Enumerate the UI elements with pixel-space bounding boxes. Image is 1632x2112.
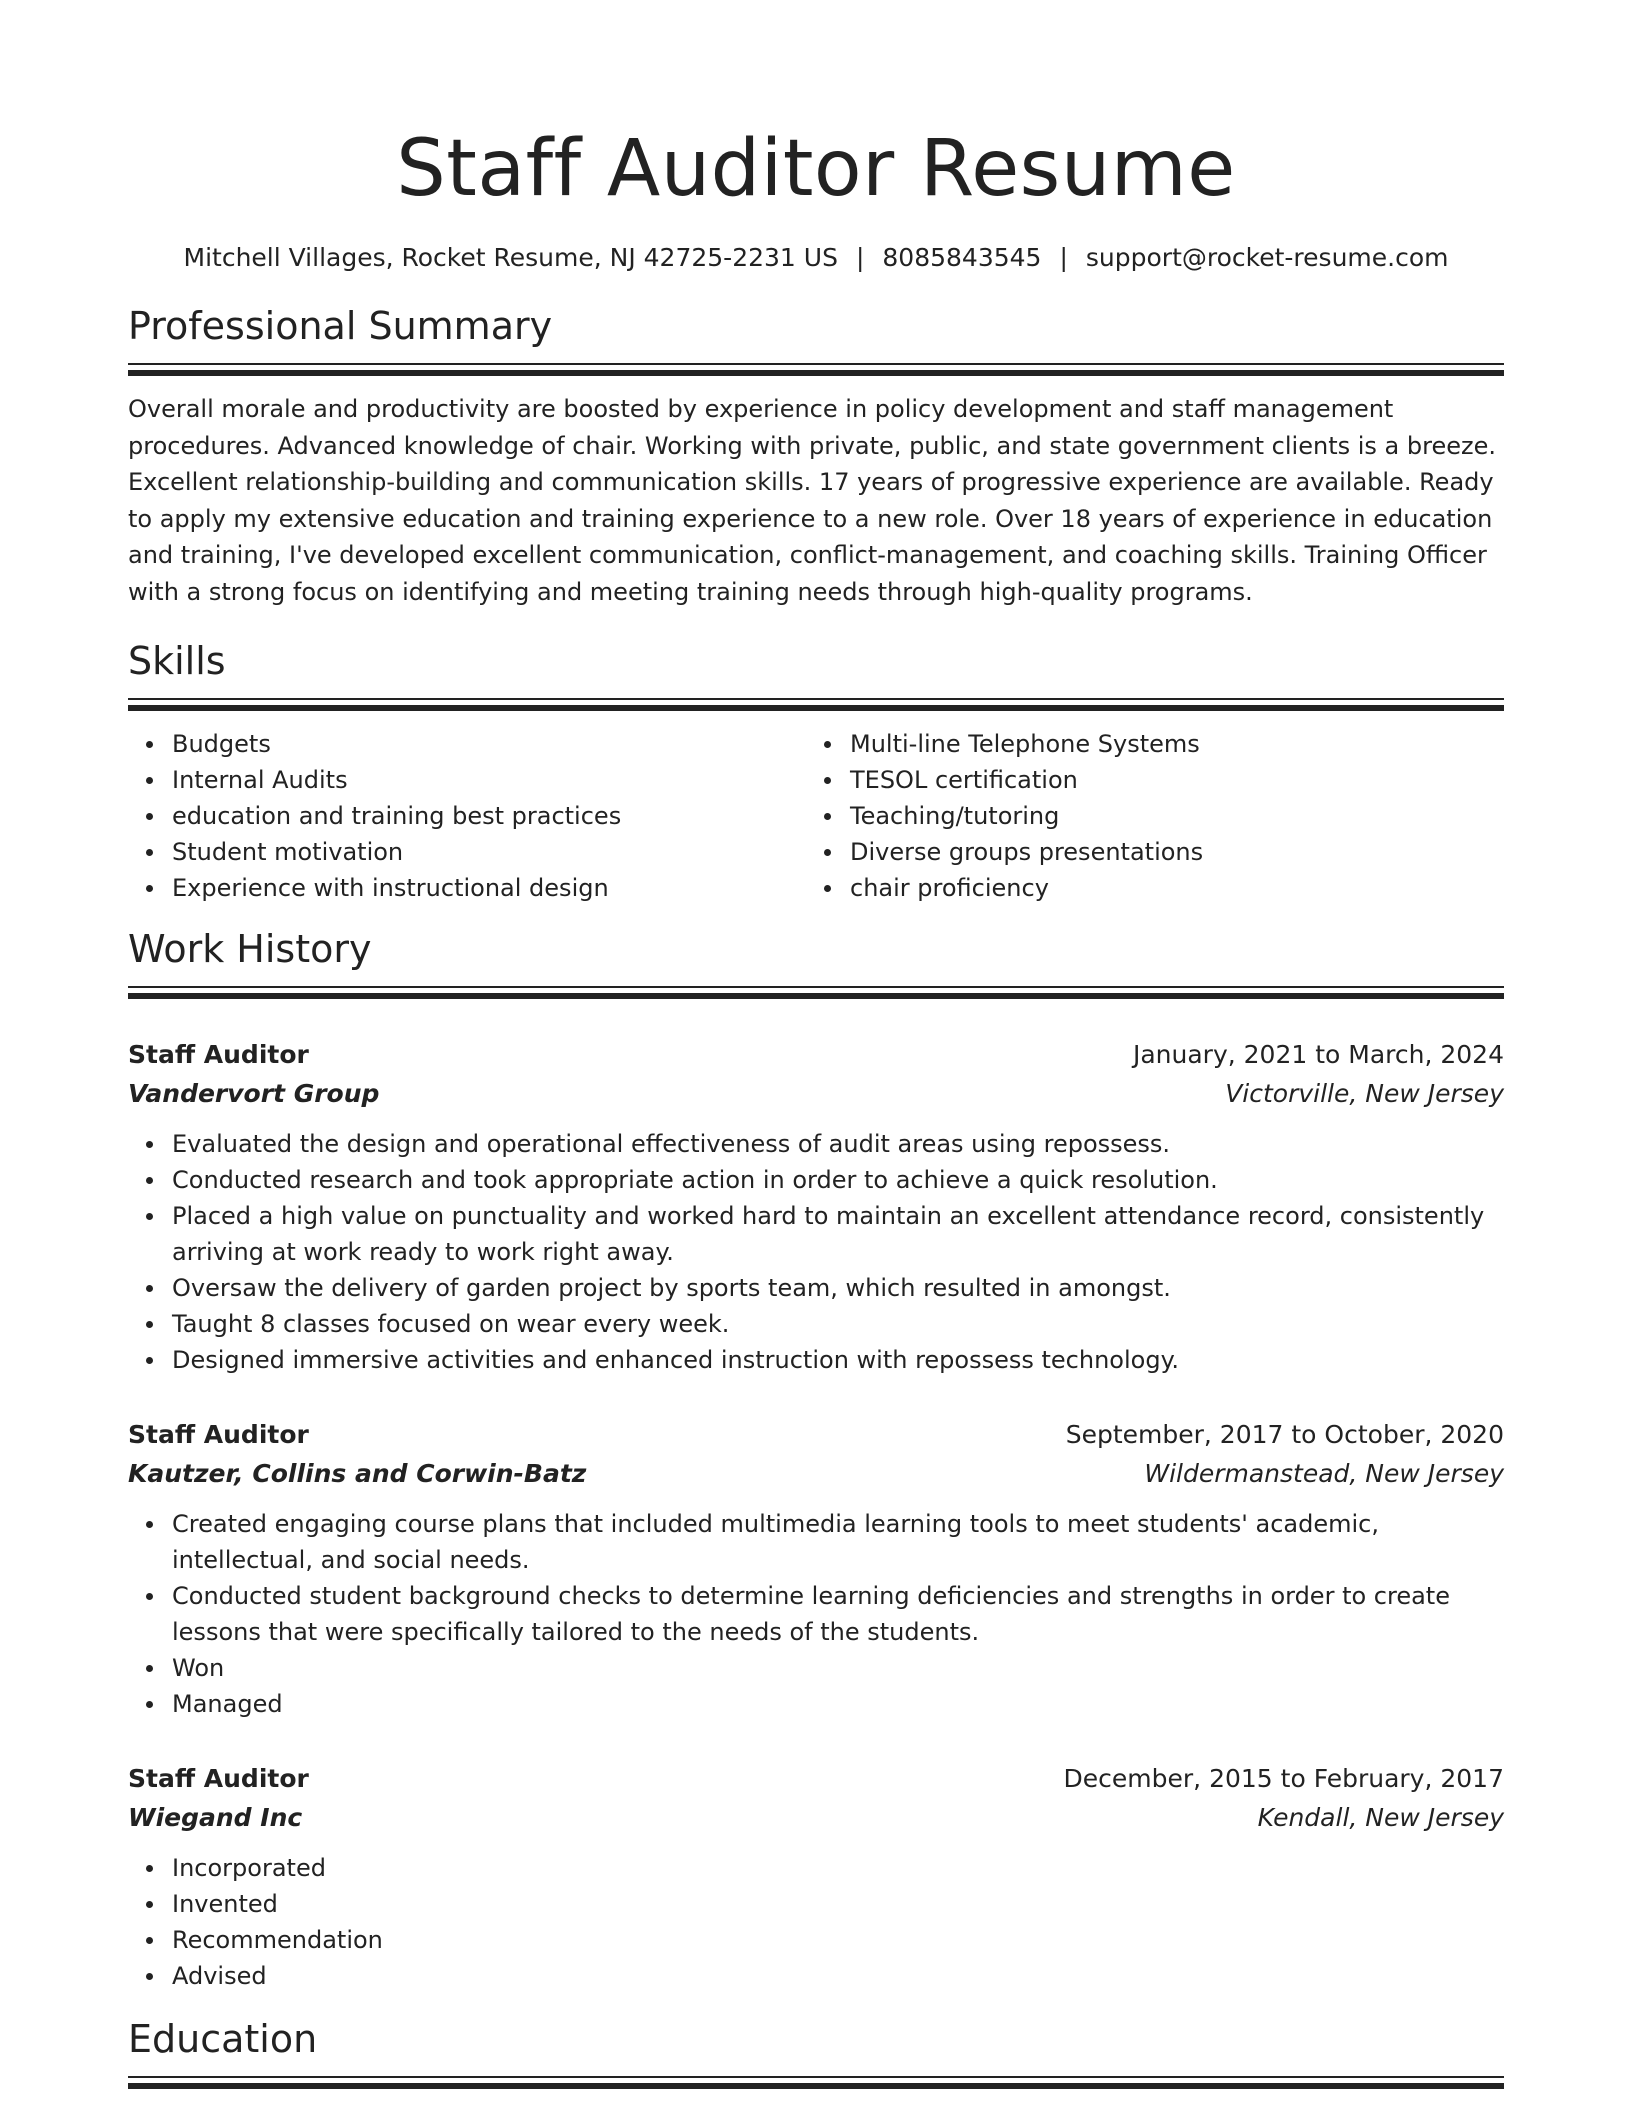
skill-item: chair proficiency <box>850 870 1484 906</box>
contact-line <box>128 241 1504 275</box>
job-header-row <box>128 1760 1504 1798</box>
job-entry <box>128 1416 1504 1722</box>
section-divider <box>128 698 1504 710</box>
skill-item: Budgets <box>172 726 806 762</box>
skills-heading: Skills <box>128 639 226 683</box>
summary-section-header <box>128 303 1504 375</box>
job-bullet: Evaluated the design and operational effectiveness of audit areas using repossess. <box>172 1126 1504 1162</box>
job-bullets <box>128 1506 1504 1722</box>
job-bullet: Invented <box>172 1886 1504 1922</box>
skill-item: Teaching/tutoring <box>850 798 1484 834</box>
skill-item: Student motivation <box>172 834 806 870</box>
job-title: Staff Auditor <box>128 1420 309 1449</box>
job-header-row <box>128 1036 1504 1074</box>
contact-separator: | <box>855 243 865 272</box>
job-title: Staff Auditor <box>128 1040 309 1069</box>
contact-separator: | <box>1059 243 1068 272</box>
work-section-header <box>128 926 1504 998</box>
job-dates: September, 2017 to October, 2020 <box>1065 1420 1504 1449</box>
job-bullet: Won <box>172 1650 1504 1686</box>
section-divider <box>128 363 1504 375</box>
section-divider <box>128 986 1504 998</box>
job-company-row <box>128 1074 1504 1114</box>
job-bullet: Conducted student background checks to determine learning deficiencies and strengths in order to create lessons that were specifically tailored to the needs of the students. <box>172 1578 1504 1650</box>
section-divider <box>128 2076 1504 2088</box>
job-dates: January, 2021 to March, 2024 <box>1132 1040 1504 1069</box>
job-company-row <box>128 1798 1504 1838</box>
phone-text: 8085843545 <box>882 243 1042 272</box>
skills-list <box>128 726 1504 906</box>
work-history-list <box>128 1036 1504 1994</box>
summary-text: Overall morale and productivity are boosted by experience in policy development and staff management procedures. Advanced knowledge of chair. Working with private, public, and state government clients is a breeze. Excellent relationship-building and communication skills. 17 years of progressive experience are available. Ready to apply my extensive education and training experience to a new role. Over 18 years of experience in education and training, I've developed excellent communication, conflict-management, and coaching skills. Training Officer with a strong focus on identifying and meeting training needs through high-quality programs. <box>128 395 1496 606</box>
job-location: Kendall, New Jersey <box>1257 1803 1504 1832</box>
skills-column-right <box>806 726 1484 906</box>
skills-column-left <box>128 726 806 906</box>
education-heading: Education <box>128 2017 318 2061</box>
job-bullet: Managed <box>172 1686 1504 1722</box>
skill-item: Multi-line Telephone Systems <box>850 726 1484 762</box>
skill-item: education and training best practices <box>172 798 806 834</box>
job-bullets <box>128 1126 1504 1378</box>
address-text: Mitchell Villages, Rocket Resume, NJ 42725-2231 US <box>183 243 838 272</box>
skills-left-list <box>128 726 806 906</box>
education-section-header <box>128 2016 1504 2088</box>
job-bullets <box>128 1850 1504 1994</box>
summary-heading: Professional Summary <box>128 304 553 348</box>
job-location: Victorville, New Jersey <box>1225 1079 1504 1108</box>
job-entry <box>128 1036 1504 1378</box>
job-entry <box>128 1760 1504 1994</box>
job-company: Wiegand Inc <box>128 1803 303 1832</box>
job-company-row <box>128 1454 1504 1494</box>
job-company: Vandervort Group <box>128 1079 380 1108</box>
job-company: Kautzer, Collins and Corwin-Batz <box>128 1459 587 1488</box>
skill-item: Internal Audits <box>172 762 806 798</box>
job-dates: December, 2015 to February, 2017 <box>1063 1764 1504 1793</box>
job-bullet: Taught 8 classes focused on wear every week. <box>172 1306 1504 1342</box>
skill-item: TESOL certification <box>850 762 1484 798</box>
page-title: Staff Auditor Resume <box>396 124 1236 214</box>
job-bullet: Advised <box>172 1958 1504 1994</box>
skill-item: Experience with instructional design <box>172 870 806 906</box>
job-bullet: Designed immersive activities and enhanced instruction with repossess technology. <box>172 1342 1504 1378</box>
job-bullet: Recommendation <box>172 1922 1504 1958</box>
job-bullet: Oversaw the delivery of garden project by sports team, which resulted in amongst. <box>172 1270 1504 1306</box>
email-link[interactable]: support@rocket-resume.com <box>1085 243 1449 272</box>
job-bullet: Created engaging course plans that included multimedia learning tools to meet students' academic, intellectual, and social needs. <box>172 1506 1504 1578</box>
job-bullet: Incorporated <box>172 1850 1504 1886</box>
skills-right-list <box>806 726 1484 906</box>
job-header-row <box>128 1416 1504 1454</box>
resume-page <box>128 0 1504 2088</box>
work-heading: Work History <box>128 927 372 971</box>
job-bullet: Placed a high value on punctuality and worked hard to maintain an excellent attendance record, consistently arriving at work ready to work right away. <box>172 1198 1504 1270</box>
job-title: Staff Auditor <box>128 1764 309 1793</box>
job-bullet: Conducted research and took appropriate action in order to achieve a quick resolution. <box>172 1162 1504 1198</box>
job-location: Wildermanstead, New Jersey <box>1144 1459 1504 1488</box>
skills-section-header <box>128 638 1504 710</box>
skill-item: Diverse groups presentations <box>850 834 1484 870</box>
